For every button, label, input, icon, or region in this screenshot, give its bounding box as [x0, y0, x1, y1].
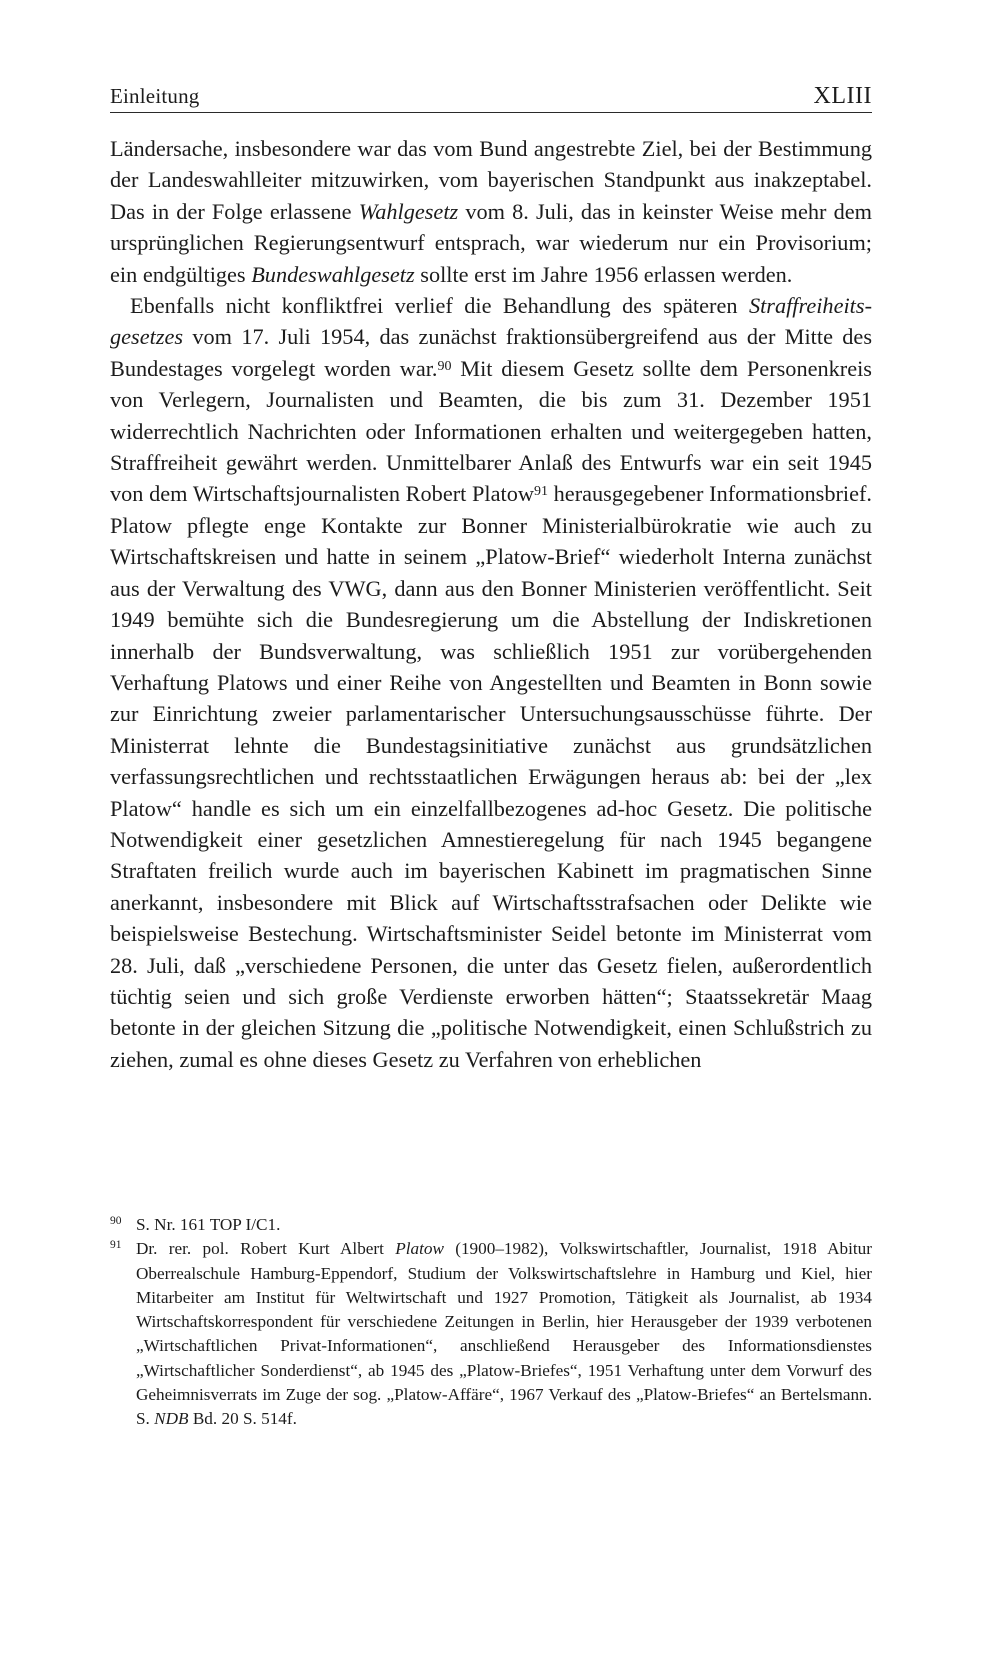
paragraph-2 — [110, 290, 872, 1075]
footnote-text-3: Bd. 20 S. 514f. — [188, 1409, 297, 1429]
paragraph-1-italic-bundeswahlgesetz: Bundeswahlgesetz — [251, 261, 415, 287]
footnote-number: 90 — [110, 1215, 122, 1227]
footnote-text-2: (1900–1982), Volkswirtschaftler, Journalist, 1918 Abitur Oberrealschule Hamburg-Eppendorf, Studium der Volkswirtschaftslehre in Hamburg und Kiel, hier Mitarbeiter am Institut für Weltwirtschaft und 1927 Promotion, Tätigkeit als Journalist, ab 1934 Wirtschaftskorrespondent für verschiedene Zeitungen in Berlin, hier Herausgeber der 1939 verbotenen „Wirtschaftlichen Privat-Informationen“, anschließend Herausgeber des Informationsdienstes „Wirtschaftlicher Sonderdienst“, ab 1945 des „Platow-Briefes“, 1951 Verhaftung unter dem Vorwurf des Geheimnisverrats im Zuge der sog. „Platow-Affäre“, 1967 Verkauf des „Platow-Briefes“ an Bertelsmann. S. — [136, 1239, 872, 1429]
footnotes — [110, 1213, 872, 1432]
page — [110, 82, 872, 1075]
paragraph-2-italic-straffreiheitsgesetz: Straffreiheitsgesetzes — [110, 293, 872, 350]
paragraph-2-text-3: Mit diesem Gesetz sollte dem Personenkreis von Verlegern, Journalisten und Beamten, die bis zum 31. Dezember 1951 widerrechtlich Nachrichten oder Informationen erhalten und weitergegeben hatten, Straffreiheit gewährt werden. Unmittelbarer Anlaß des Entwurfs war ein seit 1945 von dem Wirtschaftsjournalisten Robert Platow — [110, 355, 872, 507]
footnote-ref-91[interactable]: 91 — [533, 484, 548, 500]
footnote-italic-ndb: NDB — [154, 1409, 189, 1429]
paragraph-1-text-1: Ländersache, insbesondere war das vom Bund angestrebte Ziel, bei der Bestimmung der Landeswahlleiter mitzuwirken, vom bayerischen Standpunkt aus inakzeptabel. Das in der Folge erlassene — [110, 136, 872, 224]
footnote-90 — [110, 1213, 872, 1237]
page-number: XLIII — [813, 83, 872, 109]
body-text — [110, 133, 872, 1075]
paragraph-1-text-2: vom 8. Juli, das in keinster Weise mehr dem ursprünglichen Regierungsentwurf entsprach, war wiederum nur ein Provisorium; ein endgültiges — [110, 198, 872, 287]
paragraph-1-italic-wahlgesetz: Wahlgesetz — [358, 198, 459, 224]
paragraph-1-text-3: sollte erst im Jahre 1956 erlassen werden. — [414, 261, 793, 287]
paragraph-2-text-2: vom 17. Juli 1954, das zunächst fraktionsübergreifend aus der Mitte des Bundestages vorgelegt worden war. — [110, 324, 872, 381]
paragraph-1 — [110, 133, 872, 290]
running-header — [110, 82, 872, 113]
footnote-text-1: Dr. rer. pol. Robert Kurt Albert — [136, 1239, 396, 1259]
running-header-title: Einleitung — [110, 84, 200, 108]
paragraph-2-text-1: Ebenfalls nicht konfliktfrei verlief die Behandlung des späteren — [130, 293, 749, 319]
paragraph-2-text-4: herausgegebener Informationsbrief. Platow pflegte enge Kontakte zur Bonner Ministerialbürokratie wie auch zu Wirtschaftskreisen und hatte in seinem „Platow-Brief“ wiederholt Interna zunächst aus der Verwaltung des VWG, dann aus den Bonner Ministerien veröffentlicht. Seit 1949 bemühte sich die Bundesregierung um die Abstellung der Indiskretionen innerhalb der Bundsverwaltung, was schließlich 1951 zur vorübergehenden Verhaftung Platows und einer Reihe von Angestellten und Beamten in Bonn sowie zur Einrichtung zweier parlamentarischer Untersuchungsausschüsse führte. Der Ministerrat lehnte die Bundestagsinitiative zunächst aus grundsätzlichen verfassungsrechtlichen und rechtsstaatlichen Erwägungen heraus ab: bei der „lex Platow“ handle es sich um ein einzelfallbezogenes ad-hoc Gesetz. Die politische Notwendigkeit einer gesetzlichen Amnestieregelung für nach 1945 begangene Straftaten freilich wurde auch im bayerischen Kabinett im pragmatischen Sinne anerkannt, insbesondere mit Blick auf Wirtschaftsstrafsachen oder Delikte wie beispielsweise Bestechung. Wirtschaftsminister Seidel betonte im Ministerrat vom 28. Juli, daß „verschiedene Personen, die unter das Gesetz fielen, außerordentlich tüchtig seien und sich große Verdienste erworben hätten“; Staatssekretär Maag betonte in der gleichen Sitzung die „politische Notwendigkeit, einen Schlußstrich zu ziehen, zumal es ohne dieses Gesetz zu Verfahren von erheblichen — [110, 481, 872, 1072]
footnote-91 — [110, 1237, 872, 1431]
footnote-text: S. Nr. 161 TOP I/C1. — [136, 1215, 281, 1234]
footnote-ref-90[interactable]: 90 — [437, 358, 452, 374]
footnote-italic-platow: Platow — [395, 1239, 444, 1259]
footnote-number: 91 — [110, 1239, 122, 1252]
